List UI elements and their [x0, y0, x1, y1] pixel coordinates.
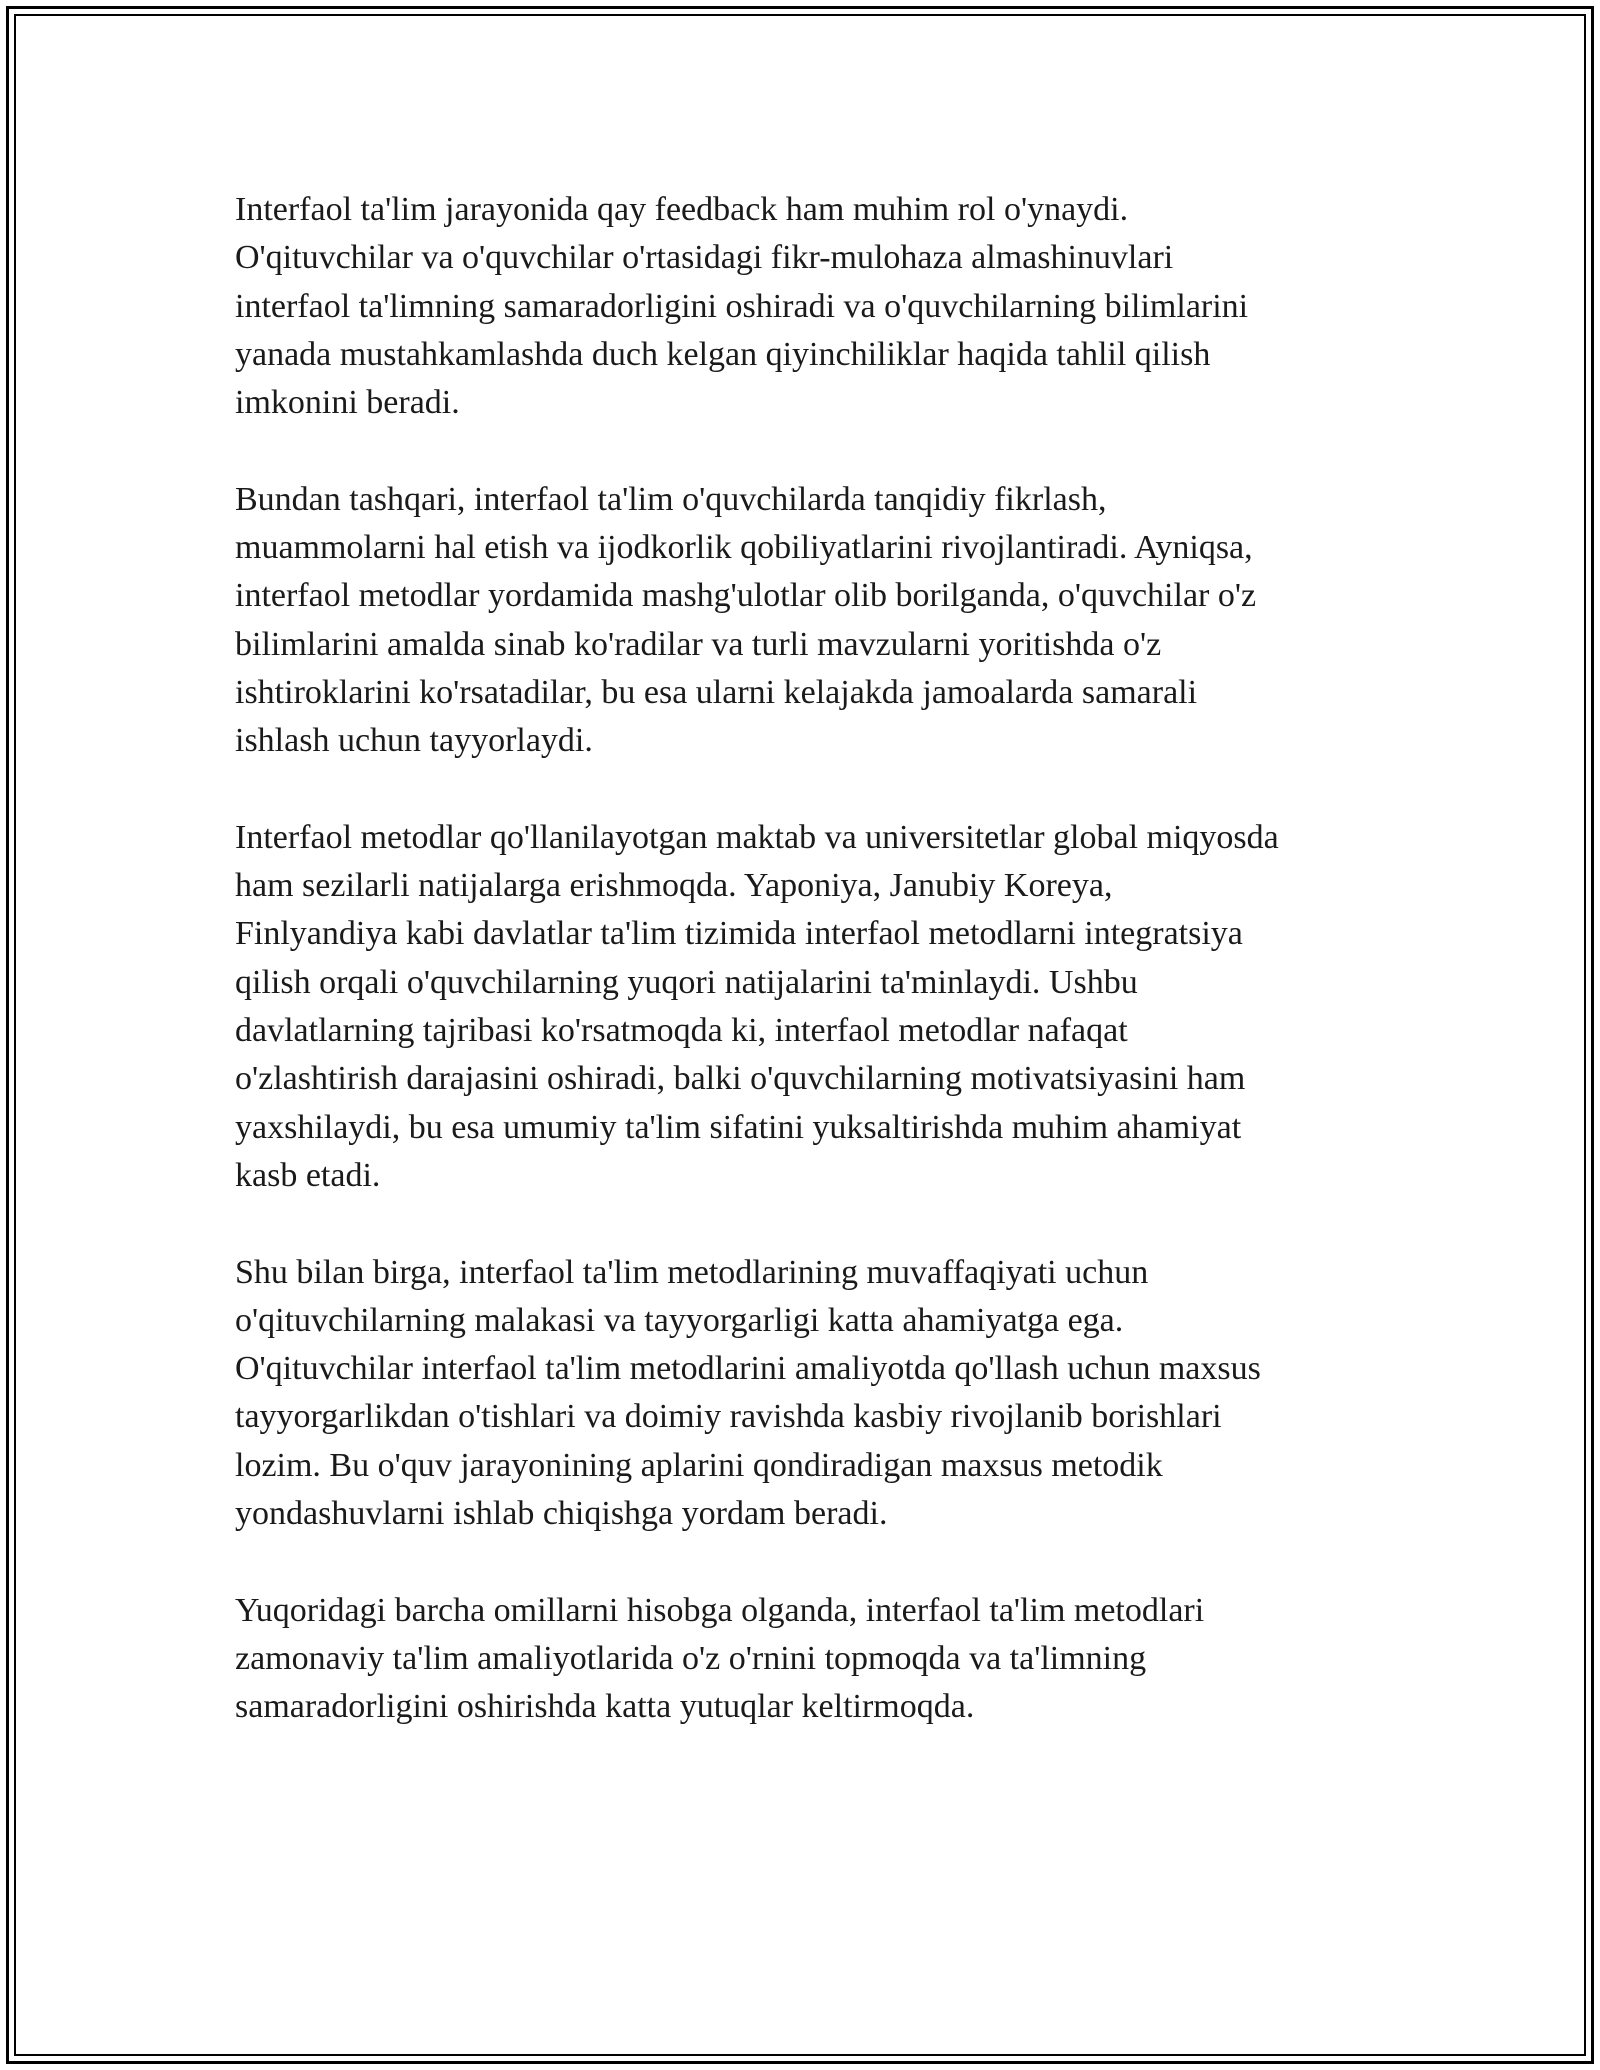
- text-line: kasb etadi.: [235, 1156, 381, 1194]
- text-line: o'zlashtirish darajasini oshiradi, balki o'quvchilarning motivatsiyasini ham: [235, 1060, 1246, 1098]
- text-line: Bundan tashqari, interfaol ta'lim o'quvchilarda tanqidiy fikrlash,: [235, 480, 1107, 518]
- text-line: O'qituvchilar va o'quvchilar o'rtasidagi fikr-mulohaza almashinuvlari: [235, 239, 1174, 277]
- text-line: interfaol ta'limning samaradorligini oshiradi va o'quvchilarning bilimlarini: [235, 287, 1249, 325]
- text-line: yondashuvlarni ishlab chiqishga yordam beradi.: [235, 1495, 888, 1533]
- paragraph: [235, 814, 1385, 1200]
- text-line: tayyorgarlikdan o'tishlari va doimiy ravishda kasbiy rivojlanib borishlari: [235, 1398, 1222, 1436]
- paragraph: [235, 1249, 1385, 1539]
- text-line: yaxshilaydi, bu esa umumiy ta'lim sifatini yuksaltirishda muhim ahamiyat: [235, 1108, 1242, 1146]
- text-line: interfaol metodlar yordamida mashg'ulotlar olib borilganda, o'quvchilar o'z: [235, 577, 1257, 615]
- text-line: lozim. Bu o'quv jarayonining aplarini qondiradigan maxsus metodik: [235, 1446, 1163, 1484]
- text-line: o'qituvchilarning malakasi va tayyorgarligi katta ahamiyatga ega.: [235, 1301, 1124, 1339]
- text-line: yanada mustahkamlashda duch kelgan qiyinchiliklar haqida tahlil qilish: [235, 335, 1211, 373]
- text-line: imkonini beradi.: [235, 384, 460, 422]
- text-line: muammolarni hal etish va ijodkorlik qobiliyatlarini rivojlantiradi. Ayniqsa,: [235, 529, 1253, 567]
- text-line: zamonaviy ta'lim amaliyotlarida o'z o'rnini topmoqda va ta'limning: [235, 1639, 1147, 1677]
- text-line: bilimlarini amalda sinab ko'radilar va turli mavzularni yoritishda o'z: [235, 625, 1162, 663]
- text-line: O'qituvchilar interfaol ta'lim metodlarini amaliyotda qo'llash uchun maxsus: [235, 1350, 1261, 1388]
- text-line: ishlash uchun tayyorlaydi.: [235, 722, 593, 760]
- paragraph: [235, 1587, 1385, 1732]
- text-line: davlatlarning tajribasi ko'rsatmoqda ki, interfaol metodlar nafaqat: [235, 1012, 1128, 1050]
- text-line: Interfaol ta'lim jarayonida qay feedback ham muhim rol o'ynaydi.: [235, 191, 1129, 228]
- text-line: qilish orqali o'quvchilarning yuqori natijalarini ta'minlaydi. Ushbu: [235, 963, 1138, 1001]
- text-line: samaradorligini oshirishda katta yutuqlar keltirmoqda.: [235, 1688, 975, 1726]
- text-line: ham sezilarli natijalarga erishmoqda. Yaponiya, Janubiy Koreya,: [235, 867, 1113, 905]
- text-line: Finlyandiya kabi davlatlar ta'lim tizimida interfaol metodlarni integratsiya: [235, 915, 1243, 953]
- text-line: ishtiroklarini ko'rsatadilar, bu esa ularni kelajakda jamoalarda samarali: [235, 673, 1198, 711]
- text-line: Shu bilan birga, interfaol ta'lim metodlarining muvaffaqiyati uchun: [235, 1253, 1149, 1291]
- text-line: Interfaol metodlar qo'llanilayotgan maktab va universitetlar global miqyosda: [235, 818, 1279, 856]
- text-line: Yuqoridagi barcha omillarni hisobga olganda, interfaol ta'lim metodlari: [235, 1591, 1205, 1629]
- document-body: [235, 186, 1385, 1780]
- paragraph: [235, 476, 1385, 766]
- paragraph: [235, 186, 1385, 427]
